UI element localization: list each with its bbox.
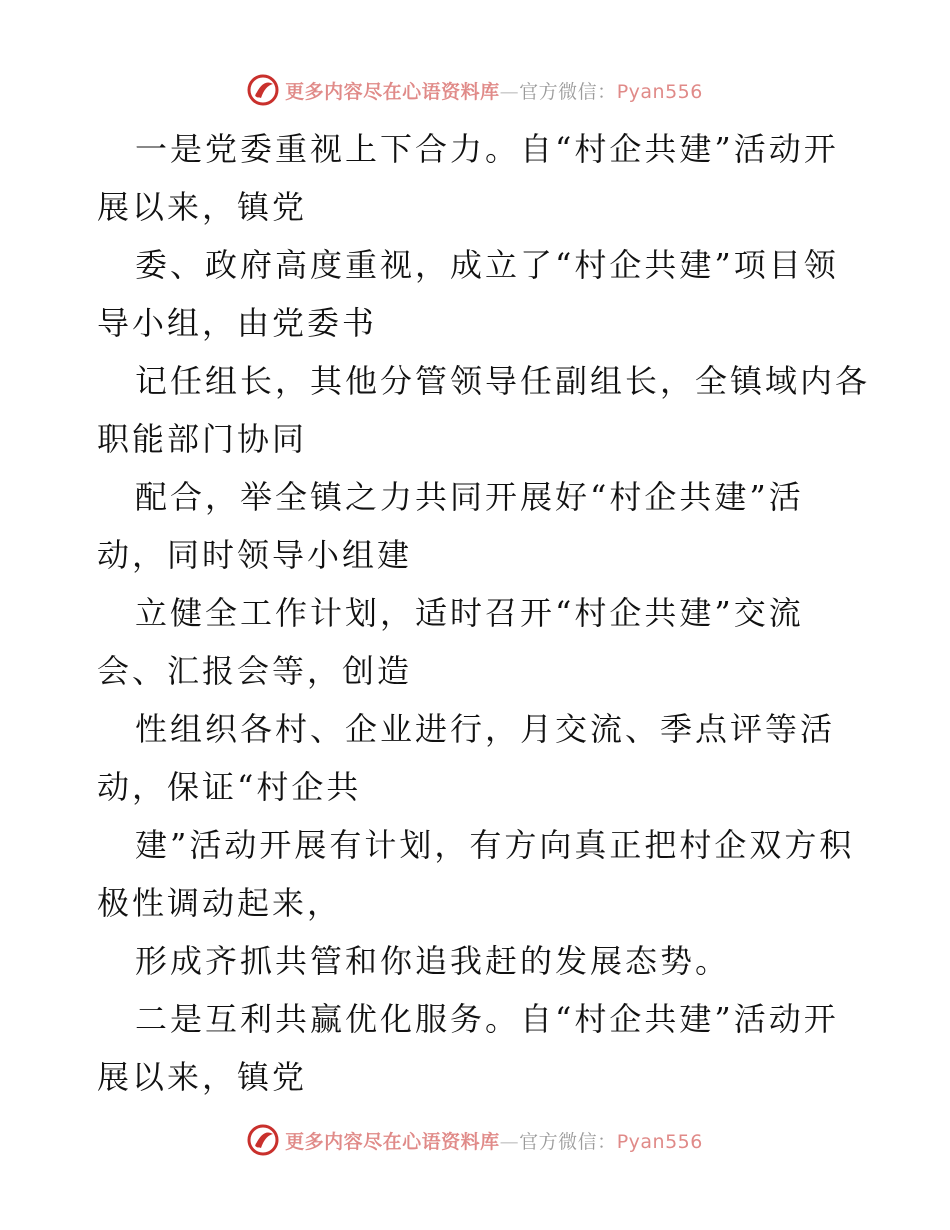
logo-icon xyxy=(247,74,279,106)
text-line: 二是互利共赢优化服务。自“村企共建”活动开 xyxy=(135,1000,839,1038)
text-line: 动，同时领导小组建 xyxy=(97,536,413,574)
text-line: 展以来，镇党 xyxy=(97,188,308,226)
text-line: 建”活动开展有计划，有方向真正把村企双方积 xyxy=(135,826,855,864)
text-line: 展以来，镇党 xyxy=(97,1058,308,1096)
banner-text xyxy=(285,1127,703,1154)
banner-text xyxy=(285,77,703,104)
text-line: 形成齐抓共管和你追我赶的发展态势。 xyxy=(135,942,731,980)
text-line: 性组织各村、企业进行，月交流、季点评等活 xyxy=(135,710,836,748)
banner-secondary-text: 官方微信： xyxy=(519,1130,617,1153)
logo-icon xyxy=(247,1124,279,1156)
text-line: 极性调动起来， xyxy=(97,884,343,922)
text-line: 记任组长，其他分管领导任副组长，全镇域内各 xyxy=(135,362,871,400)
text-line: 导小组，由党委书 xyxy=(97,304,378,342)
banner-account-id: Pyan556 xyxy=(616,80,703,103)
banner-secondary-text: 官方微信： xyxy=(519,80,617,103)
banner-dash: — xyxy=(499,1130,520,1153)
banner-account-id: Pyan556 xyxy=(616,1130,703,1153)
banner-dash: — xyxy=(499,80,520,103)
banner-main-text: 更多内容尽在心语资料库 xyxy=(285,1130,500,1153)
text-line: 会、汇报会等，创造 xyxy=(97,652,413,690)
text-line: 立健全工作计划，适时召开“村企共建”交流 xyxy=(135,594,804,632)
banner-main-text: 更多内容尽在心语资料库 xyxy=(285,80,500,103)
footer-banner xyxy=(0,1120,950,1160)
document-body xyxy=(97,120,871,1106)
text-line: 委、政府高度重视，成立了“村企共建”项目领 xyxy=(135,246,839,284)
text-line: 一是党委重视上下合力。自“村企共建”活动开 xyxy=(135,130,839,168)
text-line: 动，保证“村企共 xyxy=(97,768,362,806)
header-banner xyxy=(0,70,950,110)
text-line: 配合，举全镇之力共同开展好“村企共建”活 xyxy=(135,478,804,516)
text-line: 职能部门协同 xyxy=(97,420,308,458)
